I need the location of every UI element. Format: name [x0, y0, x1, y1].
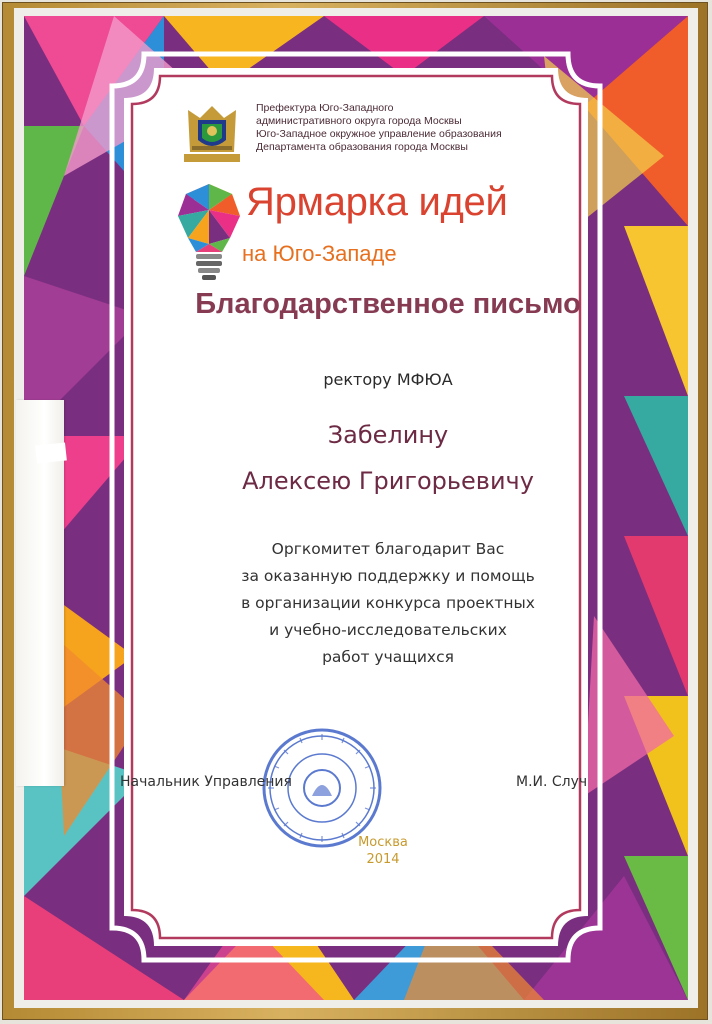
issuer-line: Департамента образования города Москвы [256, 141, 468, 153]
issuer-line: Префектура Юго-Западного [256, 102, 394, 114]
place-and-year [338, 834, 428, 868]
body-line: Оргкомитет благодарит Вас [271, 540, 505, 558]
event-title: Ярмарка идей [246, 180, 508, 224]
certificate-content [120, 88, 626, 873]
issuer-line: Юго-Западное окружное управление образования [256, 128, 502, 140]
recipient-surname: Забелину [327, 421, 449, 449]
coat-of-arms-icon [178, 100, 246, 166]
event-subtitle: на Юго-Западе [242, 241, 397, 266]
signatory-position: Начальник Управления [120, 774, 292, 790]
issuer-text [256, 102, 596, 154]
letter-title: Благодарственное письмо [195, 288, 581, 320]
lightbulb-icon [174, 180, 244, 290]
year: 2014 [366, 852, 400, 867]
signatory-name: М.И. Случ [516, 774, 588, 790]
body-line: работ учащихся [322, 648, 454, 666]
recipient-role: ректору МФЮА [323, 370, 453, 389]
issuer-line: административного округа города Москвы [256, 115, 462, 127]
recipient-given-names: Алексею Григорьевичу [242, 467, 534, 495]
tape-tab [35, 442, 67, 463]
body-line: за оказанную поддержку и помощь [241, 567, 535, 585]
letter-body [150, 536, 626, 671]
issuer-header [178, 100, 598, 166]
body-line: и учебно-исследовательских [269, 621, 507, 639]
body-line: в организации конкурса проектных [241, 594, 535, 612]
city: Москва [358, 835, 408, 850]
